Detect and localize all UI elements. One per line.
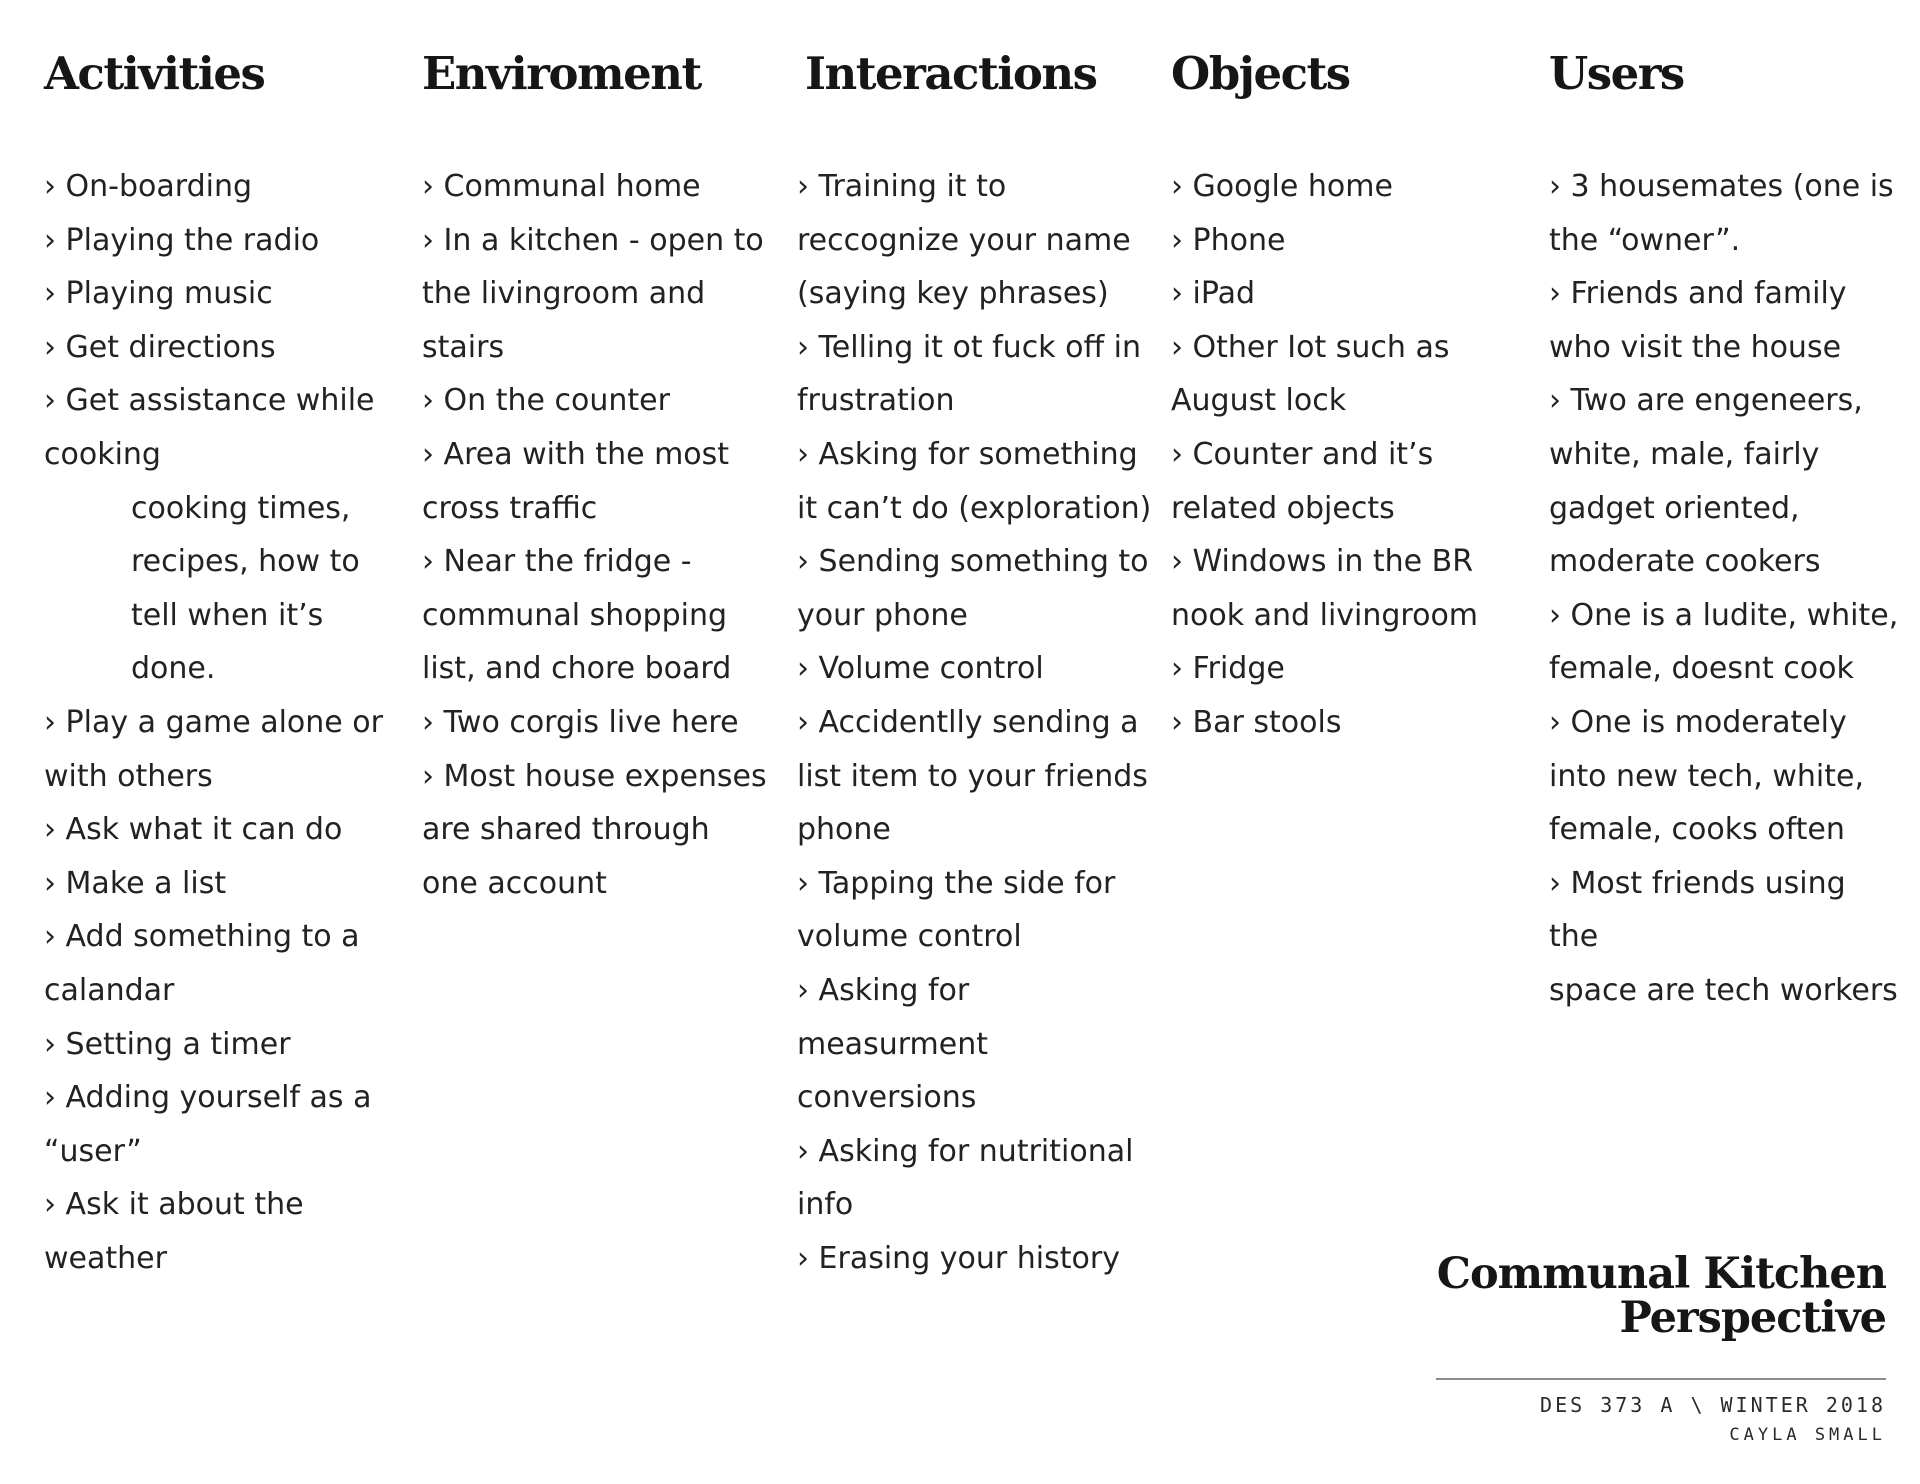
- list-item: into new tech, white,: [1549, 758, 1864, 794]
- list-item: your phone: [797, 597, 968, 633]
- document-title-line-2: Perspective: [1619, 1293, 1886, 1343]
- list-item: › Phone: [1171, 214, 1501, 268]
- list-item: tell when it’s: [131, 597, 324, 633]
- list-item: › Volume control: [797, 642, 1157, 696]
- list-item: › Two corgis live here: [422, 696, 772, 750]
- objects-list: [1171, 160, 1501, 750]
- author-name: CAYLA SMALL: [1729, 1425, 1886, 1445]
- list-item: › iPad: [1171, 267, 1501, 321]
- list-item: › Erasing your history: [797, 1232, 1157, 1286]
- list-item: › Sending something to: [797, 535, 1157, 589]
- list-item: › Tapping the side for: [797, 857, 1157, 911]
- list-item: volume control: [797, 919, 1022, 955]
- list-item: › 3 housemates (one is: [1549, 160, 1899, 214]
- list-item: weather: [44, 1240, 167, 1276]
- list-item: cross traffic: [422, 490, 598, 526]
- list-item: cooking times,: [131, 490, 351, 526]
- list-item: moderate cookers: [1549, 544, 1821, 580]
- list-item: communal shopping: [422, 597, 728, 633]
- document-footer: [1436, 1249, 1886, 1450]
- list-item: › Setting a timer: [44, 1018, 394, 1072]
- interactions-list: [797, 160, 1157, 1285]
- course-info: DES 373 A \ WINTER 2018: [1540, 1393, 1886, 1417]
- list-item: › Training it to: [797, 160, 1157, 214]
- list-item: › Most friends using the: [1549, 857, 1899, 964]
- list-item: › Play a game alone or: [44, 696, 394, 750]
- list-item: › Playing the radio: [44, 214, 394, 268]
- list-item: cooking: [44, 436, 161, 472]
- list-item: white, male, fairly: [1549, 436, 1820, 472]
- list-item: › Near the fridge -: [422, 535, 772, 589]
- list-item: › Get assistance while: [44, 374, 394, 428]
- list-item: nook and livingroom: [1171, 597, 1479, 633]
- footer-divider: [1436, 1378, 1886, 1380]
- list-item: who visit the house: [1549, 329, 1842, 365]
- list-item: › On-boarding: [44, 160, 394, 214]
- column-users: [1549, 46, 1899, 1018]
- list-item: › Add something to a: [44, 910, 394, 964]
- list-item: › Fridge: [1171, 642, 1501, 696]
- environment-list: [422, 160, 772, 910]
- list-item: female, doesnt cook: [1549, 651, 1854, 687]
- list-item: list item to your friends: [797, 758, 1148, 794]
- column-title-interactions: Interactions: [805, 47, 1097, 100]
- list-item: › Two are engeneers,: [1549, 374, 1899, 428]
- list-item: (saying key phrases): [797, 276, 1109, 312]
- list-item: measurment: [797, 1026, 988, 1062]
- users-list: [1549, 160, 1899, 1018]
- column-title-activities: Activities: [44, 47, 265, 100]
- column-objects: [1171, 46, 1501, 750]
- column-title-users: Users: [1549, 47, 1684, 100]
- list-item: › Get directions: [44, 321, 394, 375]
- list-item: › One is a ludite, white,: [1549, 589, 1899, 643]
- list-item: gadget oriented,: [1549, 490, 1800, 526]
- list-item: › Asking for something: [797, 428, 1157, 482]
- list-item: › Ask it about the: [44, 1178, 394, 1232]
- list-item: › Telling it ot fuck off in: [797, 321, 1157, 375]
- column-activities: [44, 46, 394, 1285]
- list-item: frustration: [797, 383, 955, 419]
- column-title-environment: Enviroment: [422, 47, 701, 100]
- list-item: phone: [797, 812, 891, 848]
- list-item: reccognize your name: [797, 222, 1131, 258]
- list-item: › One is moderately: [1549, 696, 1899, 750]
- list-item: list, and chore board: [422, 651, 732, 687]
- list-item: female, cooks often: [1549, 812, 1845, 848]
- list-item: › Most house expenses: [422, 750, 772, 804]
- list-item: › Make a list: [44, 857, 394, 911]
- column-title-objects: Objects: [1171, 47, 1350, 100]
- list-item: the livingroom and: [422, 276, 706, 312]
- list-item: are shared through: [422, 812, 710, 848]
- list-item: recipes, how to: [131, 544, 360, 580]
- list-item: stairs: [422, 329, 505, 365]
- list-item: it can’t do (exploration): [797, 490, 1152, 526]
- list-item: one account: [422, 865, 607, 901]
- list-item: › Asking for nutritional: [797, 1125, 1157, 1179]
- list-item: › Counter and it’s: [1171, 428, 1501, 482]
- list-item: August lock: [1171, 383, 1347, 419]
- list-item: › Windows in the BR: [1171, 535, 1501, 589]
- list-item: “user”: [44, 1133, 142, 1169]
- list-item: › Other Iot such as: [1171, 321, 1501, 375]
- list-item: › Communal home: [422, 160, 772, 214]
- list-item: › In a kitchen - open to: [422, 214, 772, 268]
- activities-list: [44, 160, 394, 1285]
- list-item: done.: [131, 651, 216, 687]
- list-item: › Adding yourself as a: [44, 1071, 394, 1125]
- list-item: › Google home: [1171, 160, 1501, 214]
- list-item: › Asking for: [797, 964, 1157, 1018]
- list-item: related objects: [1171, 490, 1395, 526]
- column-interactions: [797, 46, 1157, 1285]
- list-item: with others: [44, 758, 213, 794]
- column-environment: [422, 46, 772, 910]
- list-item: the “owner”.: [1549, 222, 1741, 258]
- list-item: space are tech workers: [1549, 972, 1898, 1008]
- list-item: › Accidentlly sending a: [797, 696, 1157, 750]
- list-item: › Ask what it can do: [44, 803, 394, 857]
- list-item: info: [797, 1187, 854, 1223]
- list-item: › Area with the most: [422, 428, 772, 482]
- list-item: › Playing music: [44, 267, 394, 321]
- list-item: calandar: [44, 972, 175, 1008]
- list-item: › Friends and family: [1549, 267, 1899, 321]
- list-item: › On the counter: [422, 374, 772, 428]
- document-title-line-1: Communal Kitchen: [1436, 1249, 1886, 1299]
- list-item: conversions: [797, 1080, 977, 1116]
- list-item: › Bar stools: [1171, 696, 1501, 750]
